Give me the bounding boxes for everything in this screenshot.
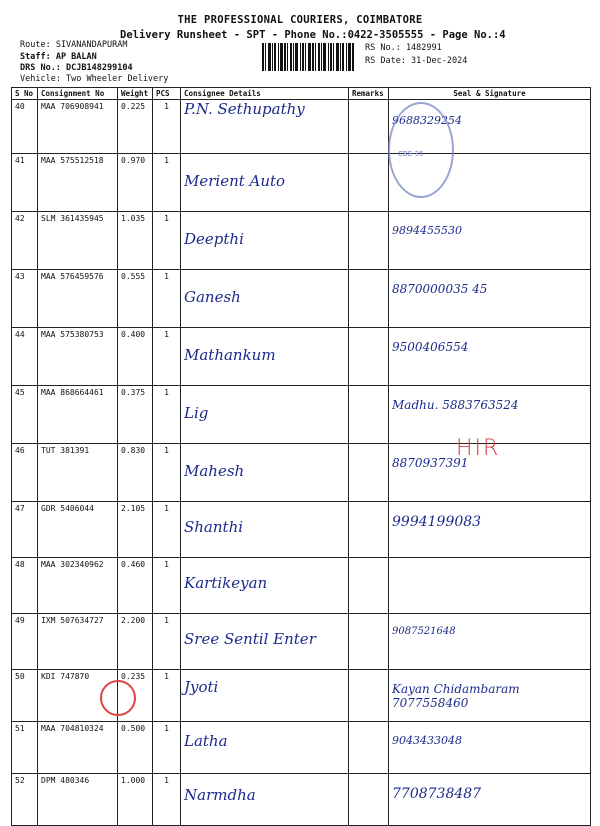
staff-label: Staff: AP BALAN (20, 52, 97, 62)
row-consignment-no: MAA 576459576 (38, 270, 118, 328)
row-consignment-no: IXM 507634727 (38, 614, 118, 670)
row-sno: 51 (12, 722, 38, 774)
row-remarks (349, 722, 389, 774)
row-sno: 50 (12, 670, 38, 722)
drs-label: DRS No.: DCJB148299104 (20, 63, 133, 73)
runsheet-heading: Delivery Runsheet - SPT - Phone No.:0422-3505555 - Page No.:4 (120, 29, 506, 41)
row-sno: 43 (12, 270, 38, 328)
row-signature: 9688329254 (389, 100, 591, 154)
row-remarks (349, 328, 389, 386)
row-remarks (349, 100, 389, 154)
row-signature: 9894455530 (389, 212, 591, 270)
row-pcs: 1 (153, 386, 181, 444)
stamp-code: CBE-35 (398, 150, 424, 158)
table-row (12, 212, 591, 270)
row-remarks (349, 154, 389, 212)
row-sno: 49 (12, 614, 38, 670)
row-weight: 0.225 (118, 100, 153, 154)
row-consignee: Lig (181, 386, 349, 444)
row-consignment-no: MAA 575380753 (38, 328, 118, 386)
row-sno: 40 (12, 100, 38, 154)
company-title: THE PROFESSIONAL COURIERS, COIMBATORE (177, 14, 423, 26)
col-header-sno: S No (12, 88, 38, 100)
row-sno: 45 (12, 386, 38, 444)
row-pcs: 1 (153, 328, 181, 386)
col-header-remarks: Remarks (349, 88, 389, 100)
row-consignment-no: MAA 575512518 (38, 154, 118, 212)
table-row (12, 502, 591, 558)
row-remarks (349, 270, 389, 328)
row-consignee: Merient Auto (181, 154, 349, 212)
row-pcs: 1 (153, 614, 181, 670)
row-sno: 41 (12, 154, 38, 212)
row-consignment-no: GDR 5406044 (38, 502, 118, 558)
row-consignment-no: DPM 480346 (38, 774, 118, 826)
row-signature: 8870000035 45 (389, 270, 591, 328)
row-weight: 1.035 (118, 212, 153, 270)
row-consignee: Mahesh (181, 444, 349, 502)
row-weight: 0.970 (118, 154, 153, 212)
row-remarks (349, 444, 389, 502)
row-pcs: 1 (153, 212, 181, 270)
row-signature: Madhu. 5883763524 (389, 386, 591, 444)
row-weight: 0.555 (118, 270, 153, 328)
row-pcs: 1 (153, 100, 181, 154)
row-consignment-no: MAA 706908941 (38, 100, 118, 154)
row-consignee: Latha (181, 722, 349, 774)
row-pcs: 1 (153, 558, 181, 614)
hir-annotation: HIR (456, 436, 501, 461)
row-consignment-no: MAA 302340962 (38, 558, 118, 614)
row-consignee: Ganesh (181, 270, 349, 328)
row-consignment-no: MAA 704810324 (38, 722, 118, 774)
col-header-pcs: PCS (153, 88, 181, 100)
table-row (12, 100, 591, 154)
col-header-weight: Weight (118, 88, 153, 100)
row-pcs: 1 (153, 722, 181, 774)
row-signature: 9087521648 (389, 614, 591, 670)
row-consignee: Jyoti (181, 670, 349, 722)
row-consignee: P.N. Sethupathy (181, 100, 349, 154)
row-remarks (349, 386, 389, 444)
row-weight: 0.500 (118, 722, 153, 774)
row-consignment-no: TUT 381391 (38, 444, 118, 502)
row-weight: 0.235 (118, 670, 153, 722)
table-row (12, 386, 591, 444)
row-weight: 0.830 (118, 444, 153, 502)
row-signature: 9500406554 (389, 328, 591, 386)
row-consignment-no: SLM 361435945 (38, 212, 118, 270)
row-sno: 48 (12, 558, 38, 614)
row-pcs: 1 (153, 502, 181, 558)
table-row (12, 444, 591, 502)
row-sno: 46 (12, 444, 38, 502)
row-consignment-no: MAA 868664461 (38, 386, 118, 444)
row-weight: 1.000 (118, 774, 153, 826)
row-signature: 7708738487 (389, 774, 591, 826)
table-row (12, 154, 591, 212)
barcode-graphic (262, 43, 360, 71)
row-consignee: Narmdha (181, 774, 349, 826)
row-remarks (349, 558, 389, 614)
vehicle-label: Vehicle: Two Wheeler Delivery (20, 74, 169, 84)
row-remarks (349, 502, 389, 558)
row-signature: 9994199083 (389, 502, 591, 558)
row-consignee: Mathankum (181, 328, 349, 386)
row-weight: 0.375 (118, 386, 153, 444)
row-pcs: 1 (153, 270, 181, 328)
row-remarks (349, 670, 389, 722)
row-weight: 2.200 (118, 614, 153, 670)
row-pcs: 1 (153, 444, 181, 502)
row-consignment-no: KDI 747870 (38, 670, 118, 722)
row-sno: 47 (12, 502, 38, 558)
table-row (12, 614, 591, 670)
col-header-signature: Seal & Signature (389, 88, 591, 100)
row-weight: 2.105 (118, 502, 153, 558)
row-pcs: 1 (153, 670, 181, 722)
row-remarks (349, 614, 389, 670)
row-pcs: 1 (153, 154, 181, 212)
row-signature: 9043433048 (389, 722, 591, 774)
table-header-row (12, 88, 591, 100)
row-consignee: Sree Sentil Enter (181, 614, 349, 670)
table-row (12, 558, 591, 614)
delivery-runsheet-table (11, 87, 591, 826)
row-sno: 42 (12, 212, 38, 270)
red-circle-mark (100, 680, 136, 716)
row-signature: Kayan Chidambaram 7077558460 (389, 670, 591, 722)
table-row (12, 270, 591, 328)
row-sno: 52 (12, 774, 38, 826)
rs-date: RS Date: 31-Dec-2024 (365, 56, 468, 66)
row-signature (389, 558, 591, 614)
rs-number: RS No.: 1482991 (365, 43, 442, 53)
row-signature: 8870937391 (389, 444, 591, 502)
col-header-consignee: Consignee Details (181, 88, 349, 100)
table-row (12, 328, 591, 386)
route-label: Route: SIVANANDAPURAM (20, 40, 128, 50)
row-weight: 0.400 (118, 328, 153, 386)
row-weight: 0.460 (118, 558, 153, 614)
row-sno: 44 (12, 328, 38, 386)
row-consignee: Kartikeyan (181, 558, 349, 614)
row-consignee: Deepthi (181, 212, 349, 270)
row-consignee: Shanthi (181, 502, 349, 558)
table-row (12, 670, 591, 722)
table-row (12, 722, 591, 774)
col-header-consignment: Consignment No (38, 88, 118, 100)
row-remarks (349, 212, 389, 270)
row-pcs: 1 (153, 774, 181, 826)
